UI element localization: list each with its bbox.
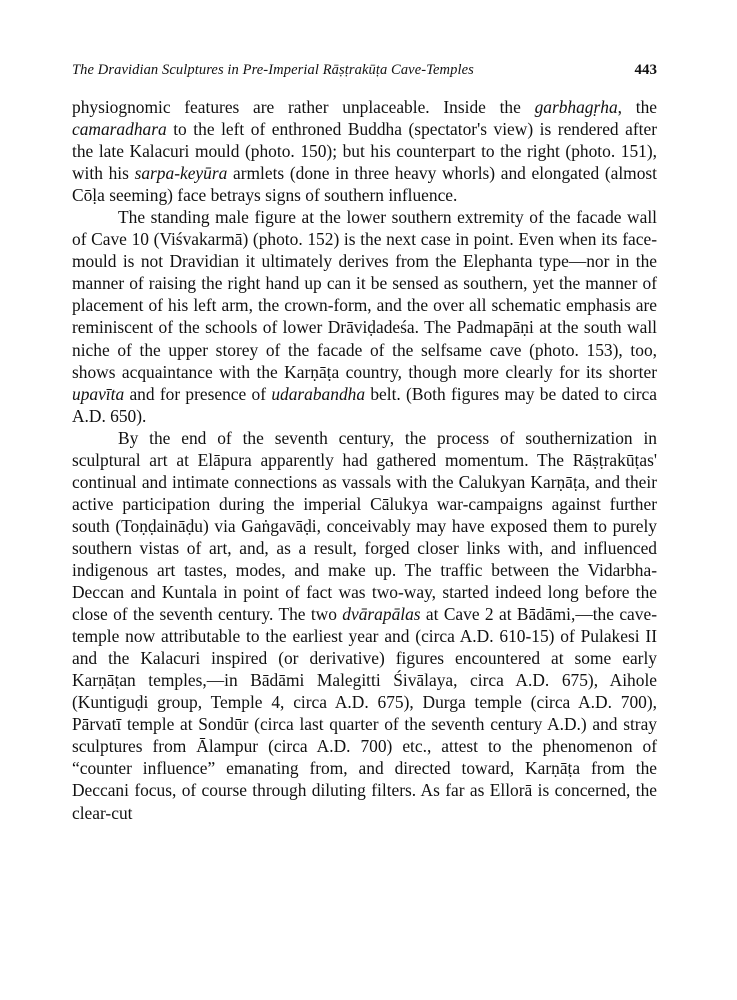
- italic-term: camaradhara: [72, 119, 167, 140]
- italic-term: udarabandha: [271, 383, 366, 404]
- running-header: [72, 62, 657, 84]
- running-title: The Dravidian Sculptures in Pre-Imperial Rāṣṭrakūṭa Cave-Temples: [72, 62, 474, 78]
- text-run: to the left of enthroned Buddha (spectator's view) is rendered after the late Kalacuri mould (photo. 150); but his counterpart to the right (photo. 151), with his: [72, 119, 657, 184]
- text-run: at Cave 2 at Bādāmi,—the cave-temple now attributable to the earliest year and (circa A.D. 610-15) of Pulakesi II and the Kalacuri inspired (or derivative) figures encountered at some early Karṇāṭan temples,—in Bādāmi Malegitti Śivālaya, circa A.D. 675), Aihole (Kuntiguḍi group, Temple 4, circa A.D. 675), Durga temple (circa A.D. 700), Pārvatī temple at Sondūr (circa last quarter of the seventh century A.D.) and stray sculptures from Ālampur (circa A.D. 700) etc., attest to the phenomenon of “counter influence” emanating from, and directed toward, Karṇāṭa from the Deccani focus, of course through diluting filters. As far as Ellorā is concerned, the clear-cut: [72, 604, 657, 823]
- text-run: armlets (done in three heavy whorls) and elongated (almost Cōḷa seeming) face betrays signs of southern influence.: [72, 163, 657, 206]
- paragraph-1: [72, 96, 657, 206]
- text-run: The standing male figure at the lower southern extremity of the facade wall of Cave 10 (Viśvakarmā) (photo. 152) is the next case in point. Even when its face-mould is not Dravidian it ultimately derives from the Elephanta type—nor in the manner of raising the right hand up can it be sensed as southern, yet the manner of placement of his left arm, the crown-form, and the over all schematic emphasis are reminiscent of the schools of lower Drāviḍadeśa. The Padmapāṇi at the south wall niche of the upper storey of the facade of the selfsame cave (photo. 153), too, shows acquaintance with the Karṇāṭa country, though more clearly for its shorter: [72, 207, 657, 382]
- page-number: 443: [634, 62, 657, 78]
- text-run: physiognomic features are rather unplaceable. Inside the: [72, 97, 535, 117]
- text-run: belt. (Both figures may be dated to circa A.D. 650).: [72, 383, 657, 426]
- text-run: , the: [617, 97, 657, 117]
- paragraph-3: [72, 427, 657, 824]
- italic-term: garbhagṛha: [534, 97, 618, 117]
- text-run: and for presence of: [124, 383, 272, 404]
- body-text: [72, 96, 657, 824]
- italic-term: upavīta: [72, 383, 125, 404]
- italic-term: dvārapālas: [342, 604, 421, 625]
- paragraph-2: [72, 206, 657, 426]
- text-run: By the end of the seventh century, the process of southernization in sculptural art at Elāpura apparently had gathered momentum. The Rāṣṭrakūṭas' continual and intimate connections as vassals with the Calukyan Karṇāṭa, and their active participation during the imperial Cālukya war-campaigns against further south (Toṇḍaināḍu) via Gaṅgavāḍi, conceivably may have exposed them to purely southern vistas of art, and, as a result, forged closer links with, and influenced indigenous art tastes, modes, and make up. The traffic between the Vidarbha-Deccan and Kuntala in point of fact was two-way, started indeed long before the close of the seventh century. The two: [72, 427, 657, 625]
- italic-term: sarpa-keyūra: [134, 163, 228, 184]
